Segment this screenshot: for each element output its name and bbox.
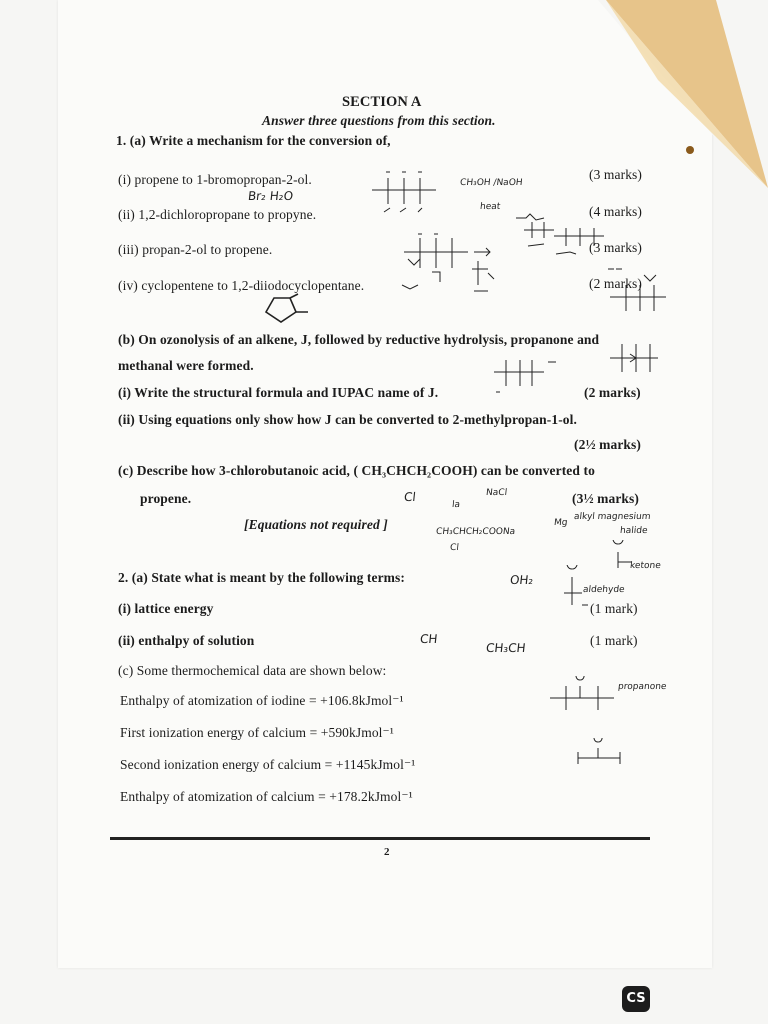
page-number: 2 <box>384 846 390 858</box>
handwritten-structure-methanal <box>576 738 624 768</box>
q1-part-iv: (iv) cyclopentene to 1,2-diiodocyclopentane. <box>118 278 365 293</box>
q1-b-intro-line2: methanal were formed. <box>118 358 254 373</box>
handwritten-reagent-1b: heat <box>479 202 501 212</box>
handwritten-cyclopentane-ring <box>256 290 316 330</box>
q1-c-line2: propene. <box>140 491 192 506</box>
q1-b-i: (i) Write the structural formula and IUPAC name of J. <box>118 385 439 400</box>
handwritten-structure-5 <box>388 255 508 305</box>
q1-b-i-marks: (2 marks) <box>584 385 641 400</box>
q2-i-label: (i) lattice energy <box>118 601 214 616</box>
q1-part-i: (i) propene to 1-bromopropan-2-ol. <box>118 172 312 187</box>
section-instruction: Answer three questions from this section. <box>262 113 496 128</box>
handwritten-ch3ch: CH₃CH <box>485 641 527 655</box>
handwritten-structure-6 <box>606 265 676 315</box>
footer-rule <box>110 837 650 840</box>
q1-part-i-marks: (3 marks) <box>589 167 643 182</box>
q1-part-iv-marks: (2 marks) <box>589 276 643 291</box>
q1-c-marks: (3½ marks) <box>572 491 639 506</box>
q2-ii-label: (ii) enthalpy of solution <box>118 633 255 648</box>
q1-part-ii: (ii) 1,2-dichloropropane to propyne. <box>118 207 317 222</box>
q1-part-iii-marks: (3 marks) <box>589 240 643 255</box>
handwritten-la: la <box>451 500 461 510</box>
handwritten-mg: Mg <box>553 518 569 528</box>
handwritten-structure-propene <box>368 168 448 218</box>
q2-intro: 2. (a) State what is meant by the following terms: <box>118 570 405 585</box>
q1-b-intro-line1: (b) On ozonolysis of an alkene, J, followed by reductive hydrolysis, propanone and <box>118 332 600 347</box>
handwritten-ch: CH <box>419 632 439 646</box>
handwritten-structure-8 <box>488 352 568 402</box>
q2-i-marks: (1 mark) <box>590 601 638 616</box>
handwritten-oh2: OH₂ <box>509 573 535 587</box>
handwritten-ch3chch2coona: CH₃CHCH₂COONa <box>435 527 516 537</box>
q2-data-line-1: Enthalpy of atomization of iodine = +106.8kJmol⁻¹ <box>120 693 404 708</box>
page-corner-fold <box>598 0 768 200</box>
q2-c-intro: (c) Some thermochemical data are shown below: <box>118 663 387 678</box>
q1-part-ii-marks: (4 marks) <box>589 204 643 219</box>
handwritten-alkyl: alkyl magnesium <box>573 512 652 522</box>
q1-part-iii: (iii) propan-2-ol to propene. <box>118 242 273 257</box>
q1-b-ii-marks: (2½ marks) <box>574 437 641 452</box>
handwritten-structure-ketone <box>606 540 636 570</box>
q1-intro: 1. (a) Write a mechanism for the conversion of, <box>116 133 391 148</box>
handwritten-cl-1: Cl <box>403 490 417 504</box>
handwritten-reagent-2: Br₂ H₂O <box>247 189 294 203</box>
q2-data-line-4: Enthalpy of atomization of calcium = +178.2kJmol⁻¹ <box>120 789 413 804</box>
camscanner-badge: CS <box>622 986 650 1012</box>
q1-c-note: [Equations not required ] <box>244 517 388 532</box>
handwritten-ketone: ketone <box>629 561 662 571</box>
handwritten-structure-aldehyde <box>558 565 598 615</box>
handwritten-reagent-1: CH₃OH /NaOH <box>459 178 524 188</box>
handwritten-structure-4 <box>548 222 618 262</box>
handwritten-nacl: NaCl <box>485 488 508 498</box>
handwritten-cl-under: Cl <box>449 543 460 553</box>
handwritten-structure-propanone <box>548 676 618 716</box>
handwritten-propanone: propanone <box>617 682 667 692</box>
handwritten-aldehyde: aldehyde <box>582 585 626 595</box>
q2-data-line-2: First ionization energy of calcium = +590kJmol⁻¹ <box>120 725 394 740</box>
q1-c-line1: (c) Describe how 3-chlorobutanoic acid, ( CH₃CHCH₂COOH) can be converted to <box>118 463 595 478</box>
handwritten-halide: halide <box>619 526 649 536</box>
q2-data-line-3: Second ionization energy of calcium = +1145kJmol⁻¹ <box>120 757 416 772</box>
section-title: SECTION A <box>342 94 422 110</box>
handwritten-structure-J <box>606 338 666 382</box>
q2-ii-marks: (1 mark) <box>590 633 638 648</box>
q1-b-ii: (ii) Using equations only show how J can be converted to 2-methylpropan-1-ol. <box>118 412 577 427</box>
